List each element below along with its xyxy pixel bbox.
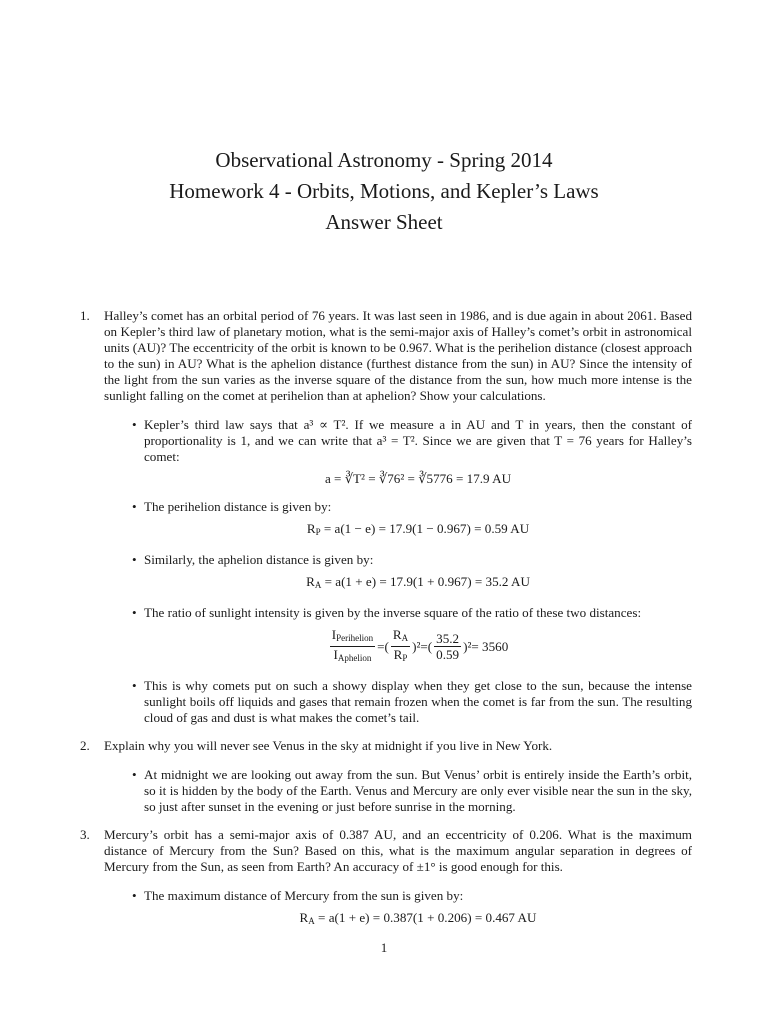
question-1	[80, 308, 692, 726]
question-2	[80, 738, 692, 815]
question-number: 3.	[80, 827, 90, 842]
answer-bullet	[132, 678, 692, 726]
fraction-numerator: $R_A$	[391, 627, 410, 647]
question-text: Explain why you will never see Venus in the sky at midnight if you live in New York.	[104, 738, 553, 753]
equation-perihelion	[144, 521, 692, 540]
eq-rhs: = a(1 + e) = 0.387(1 + 0.206) = 0.467 AU	[314, 910, 537, 925]
eq-rhs: = a(1 − e) = 17.9(1 − 0.967) = 0.59 AU	[320, 521, 530, 536]
equation-intensity-ratio	[144, 627, 692, 666]
bullet-text: At midnight we are looking out away from the sun. But Venus’ orbit is entirely inside the Earth’s orbit, so it is hidden by the body of the Earth. Venus and Mercury are only ever visible near the sun in the sky, so just after sunset in the evening or just before sunrise in the morning.	[144, 767, 692, 814]
question-text: Halley’s comet has an orbital period of 76 years. It was last seen in 1986, and is due again in about 2061. Based on Kepler’s third law of planetary motion, what is the semi-major axis of Halley’s comet’s orbit in astronomical units (AU)? The eccentricity of the orbit is known to be 0.967. What is the perihelion distance (closest approach to the sun) in AU? What is the aphelion distance (furthest distance from the sun) in AU? Since the intensity of the light from the sun varies as the inverse square of the distance from the sun, how much more intense is the sunlight falling on the comet at perihelion than at aphelion? Show your calculations.	[104, 308, 692, 403]
fraction-denominator: 0.59	[436, 647, 460, 662]
bullet-text: Kepler’s third law says that a³ ∝ T². If we measure a in AU and T in years, then the constant of proportionality is 1, and we can write that a³ = T². Since we are given that T = 76 years for Halley’s comet:	[144, 417, 692, 464]
course-title: Observational Astronomy - Spring 2014	[215, 148, 553, 172]
equation-semi-major-axis: a = ∛T² = ∛76² = ∛5776 = 17.9 AU	[324, 471, 512, 486]
question-number: 1.	[80, 308, 90, 323]
bullet-text: This is why comets put on such a showy display when they get close to the sun, because the intense sunlight boils off liquids and gases that remain frozen when the comet is far from the sun. The resulting cloud of gas and dust is what makes the comet’s tail.	[144, 678, 692, 725]
answer-bullet	[132, 552, 692, 593]
answer-bullet	[132, 888, 692, 929]
question-number: 2.	[80, 738, 90, 753]
page-number: 1	[380, 940, 388, 955]
question-text: Mercury’s orbit has a semi-major axis of 0.387 AU, and an eccentricity of 0.206. What is the maximum distance of Mercury from the Sun? Based on this, what is the maximum angular separation in degrees of Mercury from the Sun, as seen from Earth? An accuracy of ±1° is good enough for this.	[104, 827, 692, 874]
bullet-marker: •	[132, 888, 137, 903]
fraction-denominator: $I_{Aphelion}$	[333, 647, 372, 663]
answer-bullets	[104, 767, 692, 815]
fraction-numerator: $I_{Perihelion}$	[330, 627, 375, 647]
eq-subscript: A	[308, 916, 315, 926]
answer-bullet	[132, 605, 692, 666]
eq-lhs: R	[299, 910, 309, 925]
bullet-marker: •	[132, 499, 137, 514]
bullet-text: The maximum distance of Mercury from the sun is given by:	[144, 888, 464, 903]
eq-lhs: R	[306, 574, 315, 589]
eq-rhs: = a(1 + e) = 17.9(1 + 0.967) = 35.2 AU	[321, 574, 530, 589]
fraction-denominator: $R_P$	[393, 647, 408, 663]
eq-subscript: A	[314, 580, 322, 590]
bullet-marker: •	[132, 678, 137, 693]
bullet-text: The ratio of sunlight intensity is given by the inverse square of the ratio of these two distances:	[144, 605, 642, 620]
answer-bullet	[132, 767, 692, 815]
bullet-marker: •	[132, 552, 137, 567]
bullet-marker: •	[132, 605, 137, 620]
fraction-values	[434, 631, 461, 662]
fraction-numerator: 35.2	[436, 631, 460, 646]
eq-result: = 3560	[471, 638, 509, 654]
equation-mercury-aphelion	[144, 910, 692, 929]
question-list	[80, 308, 692, 941]
answer-bullet	[132, 499, 692, 540]
eq-subscript: P	[315, 527, 321, 537]
answer-sheet-title: Answer Sheet	[325, 210, 443, 234]
fraction-distance	[391, 627, 410, 666]
question-3	[80, 827, 692, 929]
title-block	[0, 145, 768, 238]
eq-lhs: R	[306, 521, 316, 536]
answer-bullets	[104, 888, 692, 929]
bullet-marker: •	[132, 417, 137, 432]
fraction-row: $\frac{I_{Perihelion}}{I_{Aphelion}}$ = ( $\frac{R_A}{R_P}$ )² = ( $\frac{35.2}{0.59}$ )² = 3560	[328, 627, 509, 666]
fraction-intensity	[330, 627, 375, 666]
homework-title: Homework 4 - Orbits, Motions, and Kepler’s Laws	[169, 179, 599, 203]
answer-bullets	[104, 417, 692, 726]
bullet-text: The perihelion distance is given by:	[144, 499, 332, 514]
equation-aphelion	[144, 574, 692, 593]
answer-bullet	[132, 417, 692, 487]
bullet-text: Similarly, the aphelion distance is given by:	[144, 552, 374, 567]
bullet-marker: •	[132, 767, 137, 782]
